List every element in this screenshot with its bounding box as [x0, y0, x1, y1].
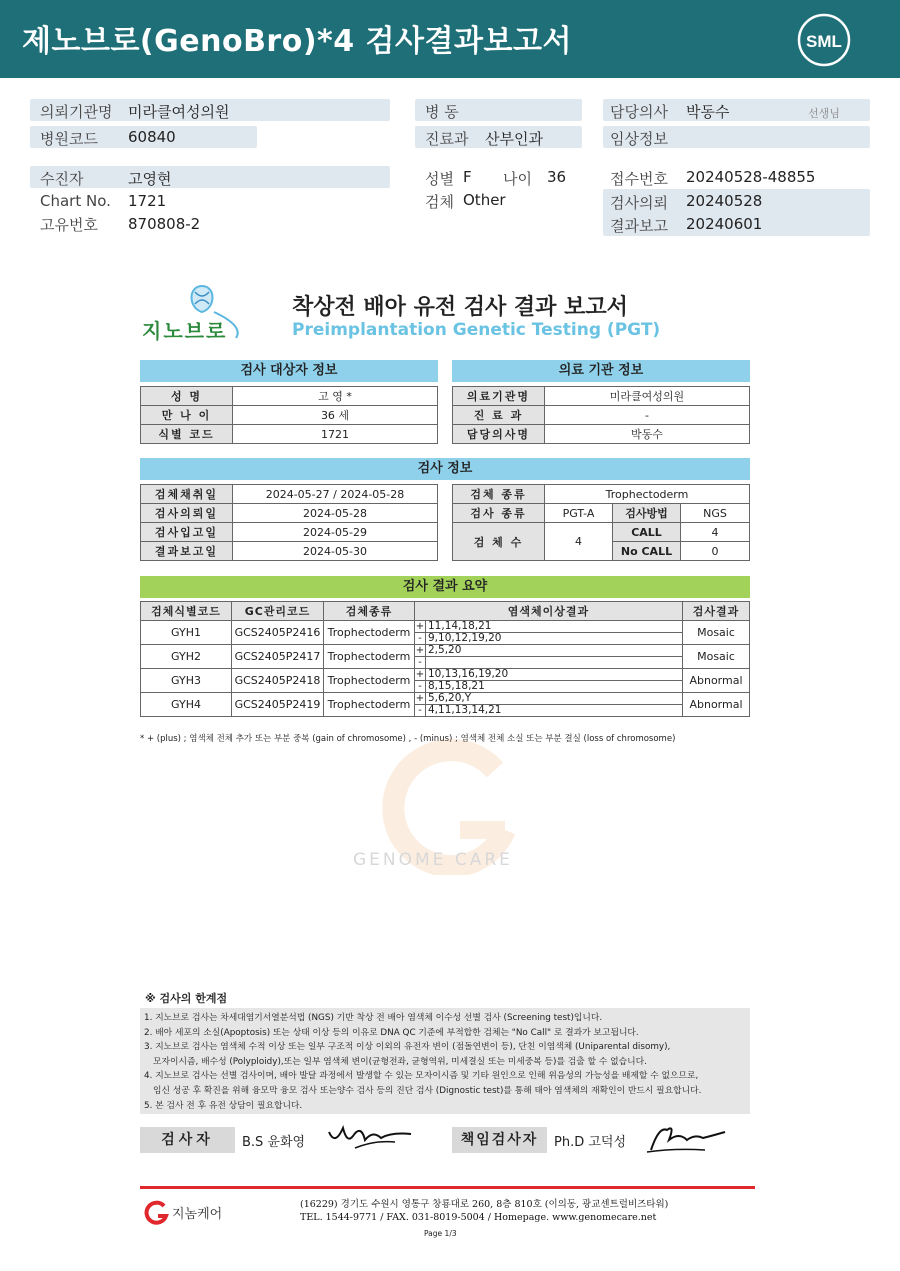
- row-minus: 4,11,13,14,21: [426, 705, 683, 717]
- clinic-value: -: [545, 406, 750, 425]
- genobro-logo-text: 지노브로: [142, 319, 228, 343]
- tester-label: 검사자: [140, 1127, 235, 1153]
- row-gc-code: GCS2405P2417: [232, 645, 324, 669]
- supervisor-name: Ph.D 고덕성: [554, 1135, 627, 1150]
- col-specimen-type: 검체종류: [324, 602, 415, 621]
- clinical-label: 임상정보: [610, 130, 668, 148]
- test-value: 2024-05-29: [233, 523, 438, 542]
- call-key: CALL: [613, 523, 681, 542]
- minus-sign: -: [415, 657, 426, 669]
- row-specimen-type: Trophectoderm: [324, 669, 415, 693]
- minus-sign: -: [415, 705, 426, 717]
- row-minus: 9,10,12,19,20: [426, 633, 683, 645]
- table-row: [141, 621, 750, 633]
- row-plus: 2,5,20: [426, 645, 683, 657]
- limit-item: 2. 배아 세포의 소실(Apoptosis) 또는 상태 이상 등의 이유로 DNA QC 기준에 부적합한 검체는 "No Call" 로 결과가 보고됩니다.: [144, 1027, 639, 1038]
- ward-label: 병 동: [425, 103, 459, 121]
- age-value: 36: [547, 168, 567, 186]
- company-name: 지놈케어: [172, 1207, 223, 1222]
- specimen-label: 검체: [425, 193, 454, 211]
- test-dates-table: [140, 484, 438, 561]
- specimen-type-value: Trophectoderm: [545, 485, 750, 504]
- row-specimen-type: Trophectoderm: [324, 693, 415, 717]
- tester-name: B.S 윤화영: [242, 1135, 306, 1150]
- chart-no-value: 1721: [128, 192, 167, 210]
- table-row: [453, 406, 750, 425]
- unique-no-label: 고유번호: [40, 216, 98, 234]
- department-value: 산부인과: [485, 130, 543, 148]
- table-row: [141, 406, 438, 425]
- receipt-label: 접수번호: [610, 170, 668, 188]
- clinic-key: 의료기관명: [453, 387, 545, 406]
- test-key: 검체채취일: [141, 485, 233, 504]
- row-gc-code: GCS2405P2416: [232, 621, 324, 645]
- row-plus: 11,14,18,21: [426, 621, 683, 633]
- table-row: [453, 523, 750, 542]
- table-row: [453, 387, 750, 406]
- limit-item: 1. 지노브로 검사는 차세대염기서열분석법 (NGS) 기반 착상 전 배아 염색체 이수성 선별 검사 (Screening test)입니다.: [144, 1013, 603, 1023]
- examinee-label: 수진자: [40, 170, 84, 188]
- summary-table: [140, 601, 750, 717]
- count-value: 4: [545, 523, 613, 561]
- row-minus: 8,15,18,21: [426, 681, 683, 693]
- sml-logo-text: SML: [806, 32, 842, 51]
- subject-key: 식별 코드: [141, 425, 233, 444]
- row-specimen-id: GYH1: [141, 621, 232, 645]
- genome-care-logo-icon: [144, 1199, 170, 1225]
- table-row: [141, 602, 750, 621]
- call-value: 4: [681, 523, 750, 542]
- subject-table: [140, 386, 438, 444]
- subject-value: 36 세: [233, 406, 438, 425]
- watermark-text: GENOME CARE: [353, 850, 513, 870]
- row-result: Abnormal: [683, 693, 750, 717]
- row-result: Mosaic: [683, 621, 750, 645]
- test-type-key: 검사 종류: [453, 504, 545, 523]
- test-value: 2024-05-30: [233, 542, 438, 561]
- sex-label: 성별: [425, 170, 454, 188]
- row-gc-code: GCS2405P2419: [232, 693, 324, 717]
- doctor-label: 담당의사: [610, 103, 668, 121]
- row-plus: 5,6,20,Y: [426, 693, 683, 705]
- plus-sign: +: [415, 669, 425, 680]
- subject-key: 성 명: [141, 387, 233, 406]
- clinic-table: [452, 386, 750, 444]
- hospital-code-value: 60840: [128, 128, 176, 146]
- table-row: [141, 645, 750, 657]
- col-test-result: 검사결과: [683, 602, 750, 621]
- limit-item: 5. 본 검사 전 후 유전 상담이 필요합니다.: [144, 1100, 303, 1111]
- plus-sign: +: [415, 693, 425, 704]
- table-row: [141, 542, 438, 561]
- table-row: [141, 504, 438, 523]
- test-section-header: 검사 정보: [140, 458, 750, 480]
- header-band: [0, 0, 900, 78]
- limit-item: 3. 지노브로 검사는 염색체 수적 이상 또는 일부 구조적 이상 이외의 유전자 변이 (점돌연변이 등), 단친 이염색체 (Uniparental disomy),: [144, 1042, 671, 1053]
- subject-value: 고 영 *: [233, 387, 438, 406]
- doctor-value: 박동수: [686, 103, 730, 121]
- clinic-key: 담당의사명: [453, 425, 545, 444]
- test-key: 검사의뢰일: [141, 504, 233, 523]
- col-gc-code: GC관리코드: [232, 602, 324, 621]
- footer-divider: [140, 1186, 755, 1189]
- plus-sign: +: [415, 645, 425, 656]
- row-specimen-type: Trophectoderm: [324, 645, 415, 669]
- limit-item: 모자이시즘, 배수성 (Polyploidy),또는 일부 염색체 변이(균형전좌, 균형역위, 미세결실 또는 미세중복 등)를 검출 할 수 없습니다.: [153, 1056, 647, 1067]
- age-label: 나이: [503, 170, 532, 188]
- plus-sign: +: [415, 621, 425, 632]
- col-chromosome-result: 염색체이상결과: [415, 602, 683, 621]
- row-gc-code: GCS2405P2418: [232, 669, 324, 693]
- table-row: [453, 504, 750, 523]
- limits-title: ※ 검사의 한계점: [145, 992, 228, 1005]
- row-result: Abnormal: [683, 669, 750, 693]
- subject-key: 만 나 이: [141, 406, 233, 425]
- table-row: [141, 669, 750, 681]
- nocall-value: 0: [681, 542, 750, 561]
- table-row: [453, 485, 750, 504]
- address-line: (16229) 경기도 수원시 영통구 창룡대로 260, 8층 810호 (이의동, 광교센트럴비즈타워): [300, 1199, 669, 1210]
- summary-section-header: 검사 결과 요약: [140, 576, 750, 598]
- supervisor-signature-icon: [645, 1120, 730, 1156]
- limits-box: [140, 1008, 750, 1114]
- report-value: 20240601: [686, 215, 763, 233]
- row-specimen-type: Trophectoderm: [324, 621, 415, 645]
- subject-value: 1721: [233, 425, 438, 444]
- row-specimen-id: GYH4: [141, 693, 232, 717]
- table-row: [141, 387, 438, 406]
- clinic-section-header: 의료 기관 정보: [452, 360, 750, 382]
- clinic-value: 미라클여성의원: [545, 387, 750, 406]
- clinic-value: 박동수: [545, 425, 750, 444]
- sex-value: F: [463, 168, 472, 186]
- report-label: 결과보고: [610, 217, 668, 235]
- page-number: Page 1/3: [424, 1229, 457, 1238]
- report-title: 착상전 배아 유전 검사 결과 보고서: [292, 295, 628, 320]
- institution-value: 미라클여성의원: [128, 103, 230, 121]
- table-row: [453, 425, 750, 444]
- clinic-key: 진 료 과: [453, 406, 545, 425]
- contact-line: TEL. 1544-9771 / FAX. 031-8019-5004 / Homepage. www.genomecare.net: [300, 1212, 657, 1223]
- count-key: 검 체 수: [453, 523, 545, 561]
- limit-item: 4. 지노브로 검사는 선별 검사이며, 배아 발달 과정에서 발생할 수 있는 모자이시즘 및 기타 원인으로 인해 위음성의 가능성을 배제할 수 없으므로,: [144, 1071, 699, 1082]
- request-label: 검사의뢰: [610, 194, 668, 212]
- row-specimen-id: GYH2: [141, 645, 232, 669]
- table-row: [141, 485, 438, 504]
- test-value: 2024-05-27 / 2024-05-28: [233, 485, 438, 504]
- method-key: 검사방법: [613, 504, 681, 523]
- page-title: 제노브로(GenoBro)*4 검사결과보고서: [22, 24, 572, 59]
- summary-footnote: * + (plus) ; 염색체 전체 추가 또는 부분 중복 (gain of chromosome) , - (minus) ; 염색체 전체 소실 또는 부분 결실 (loss of chromosome): [140, 734, 676, 744]
- request-value: 20240528: [686, 192, 763, 210]
- tester-signature-icon: [325, 1120, 415, 1152]
- row-plus: 10,13,16,19,20: [426, 669, 683, 681]
- receipt-value: 20240528-48855: [686, 168, 816, 186]
- institution-label: 의뢰기관명: [40, 103, 113, 121]
- supervisor-label: 책임검사자: [452, 1127, 547, 1153]
- doctor-suffix: 선생님: [808, 107, 840, 120]
- minus-sign: -: [415, 633, 426, 645]
- examinee-value: 고영현: [128, 170, 172, 188]
- table-row: [141, 693, 750, 705]
- examinee-bar: [30, 166, 390, 188]
- row-result: Mosaic: [683, 645, 750, 669]
- test-specimen-table: [452, 484, 750, 561]
- unique-no-value: 870808-2: [128, 215, 201, 233]
- specimen-value: Other: [463, 191, 506, 209]
- sml-logo-icon: [797, 13, 851, 67]
- specimen-type-key: 검체 종류: [453, 485, 545, 504]
- row-minus: [426, 657, 683, 669]
- limit-item: 임신 성공 후 확진을 위해 융모막 융모 검사 또는양수 검사 등의 진단 검사 (Dignostic test)를 통해 태아 염색체의 재확인이 반드시 필요합니다.: [153, 1085, 702, 1096]
- method-value: NGS: [681, 504, 750, 523]
- test-value: 2024-05-28: [233, 504, 438, 523]
- row-specimen-id: GYH3: [141, 669, 232, 693]
- report-subtitle: Preimplantation Genetic Testing (PGT): [292, 320, 661, 340]
- subject-section-header: 검사 대상자 정보: [140, 360, 438, 382]
- department-label: 진료과: [425, 130, 469, 148]
- test-key: 결과보고일: [141, 542, 233, 561]
- nocall-key: No CALL: [613, 542, 681, 561]
- col-specimen-id: 검체식별코드: [141, 602, 232, 621]
- chart-no-label: Chart No.: [40, 192, 111, 210]
- table-row: [141, 523, 438, 542]
- test-type-value: PGT-A: [545, 504, 613, 523]
- company-address: [300, 1198, 668, 1224]
- hospital-code-label: 병원코드: [40, 130, 98, 148]
- test-key: 검사입고일: [141, 523, 233, 542]
- minus-sign: -: [415, 681, 426, 693]
- table-row: [141, 425, 438, 444]
